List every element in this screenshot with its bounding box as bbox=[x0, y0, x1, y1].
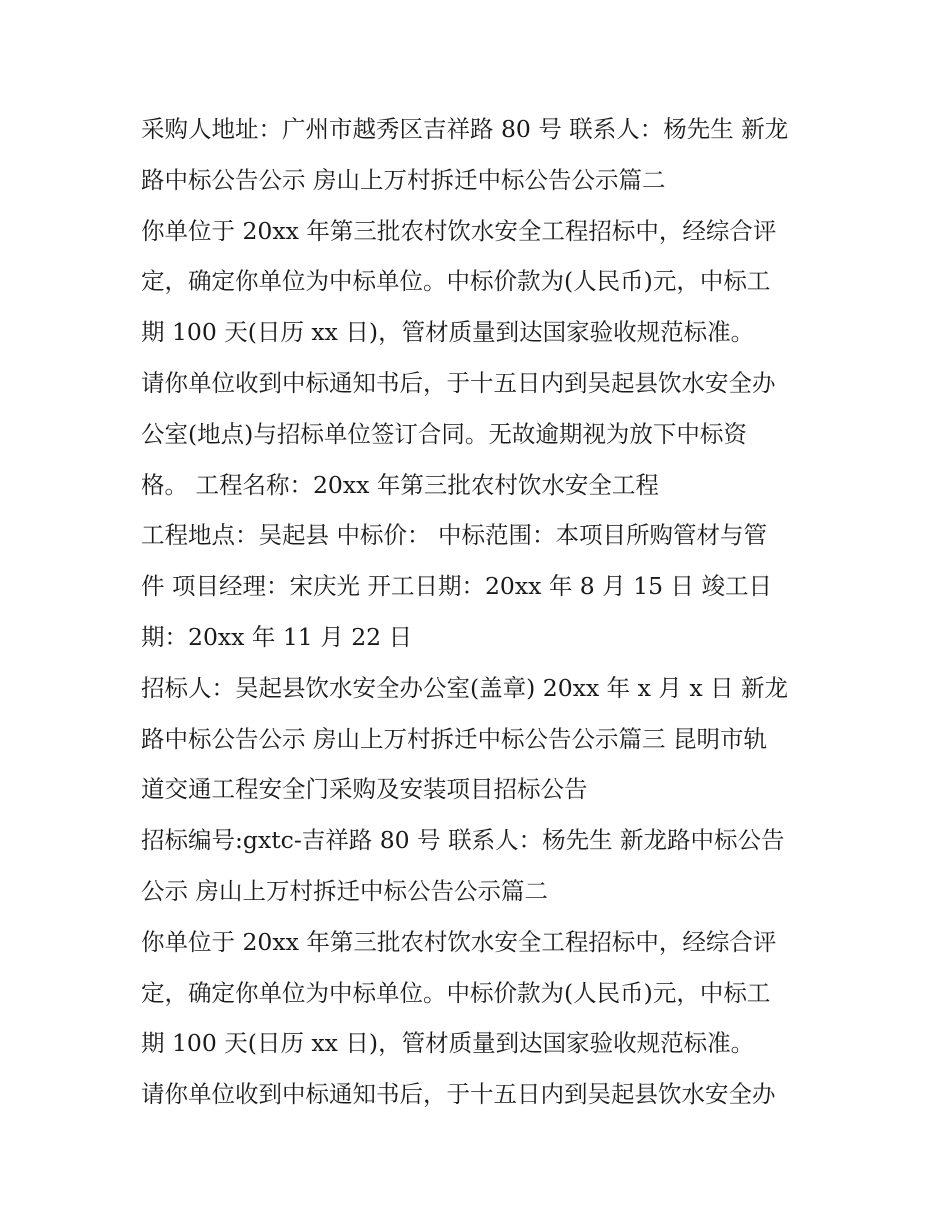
text-line: 你单位于 20xx 年第三批农村饮水安全工程招标中，经综合评 bbox=[141, 216, 777, 245]
text-line: 你单位于 20xx 年第三批农村饮水安全工程招标中，经综合评 bbox=[141, 927, 777, 956]
text-line: 期：20xx 年 11 月 22 日 bbox=[141, 622, 413, 651]
document-body bbox=[141, 104, 821, 1120]
text-line: 招标编号:gxtc-吉祥路 80 号 联系人：杨先生 新龙路中标公告 bbox=[141, 826, 785, 855]
text-line: 定，确定你单位为中标单位。中标价款为(人民币)元，中标工 bbox=[141, 267, 771, 296]
text-line: 采购人地址：广州市越秀区吉祥路 80 号 联系人：杨先生 新龙 bbox=[141, 115, 789, 143]
text-line: 招标人：吴起县饮水安全办公室(盖章) 20xx 年 x 月 x 日 新龙 bbox=[141, 673, 789, 702]
text-line: 件 项目经理：宋庆光 开工日期：20xx 年 8 月 15 日 竣工日 bbox=[141, 572, 773, 601]
text-line: 道交通工程安全门采购及安装项目招标公告 bbox=[141, 775, 588, 804]
text-line: 公室(地点)与招标单位签订合同。无故逾期视为放下中标资 bbox=[141, 419, 747, 448]
text-line: 请你单位收到中标通知书后，于十五日内到吴起县饮水安全办 bbox=[141, 368, 776, 397]
text-line: 格。 工程名称：20xx 年第三批农村饮水安全工程 bbox=[141, 470, 659, 499]
text-line: 请你单位收到中标通知书后，于十五日内到吴起县饮水安全办 bbox=[141, 1080, 776, 1109]
text-line: 公示 房山上万村拆迁中标公告公示篇二 bbox=[141, 876, 548, 905]
text-line: 定，确定你单位为中标单位。中标价款为(人民币)元，中标工 bbox=[141, 978, 771, 1007]
text-line: 路中标公告公示 房山上万村拆迁中标公告公示篇二 bbox=[141, 165, 666, 194]
text-line: 期 100 天(日历 xx 日)，管材质量到达国家验收规范标准。 bbox=[141, 1029, 755, 1058]
text-line: 期 100 天(日历 xx 日)，管材质量到达国家验收规范标准。 bbox=[141, 318, 755, 347]
text-line: 工程地点：吴起县 中标价： 中标范围：本项目所购管材与管 bbox=[141, 521, 767, 550]
text-line: 路中标公告公示 房山上万村拆迁中标公告公示篇三 昆明市轨 bbox=[141, 724, 767, 753]
